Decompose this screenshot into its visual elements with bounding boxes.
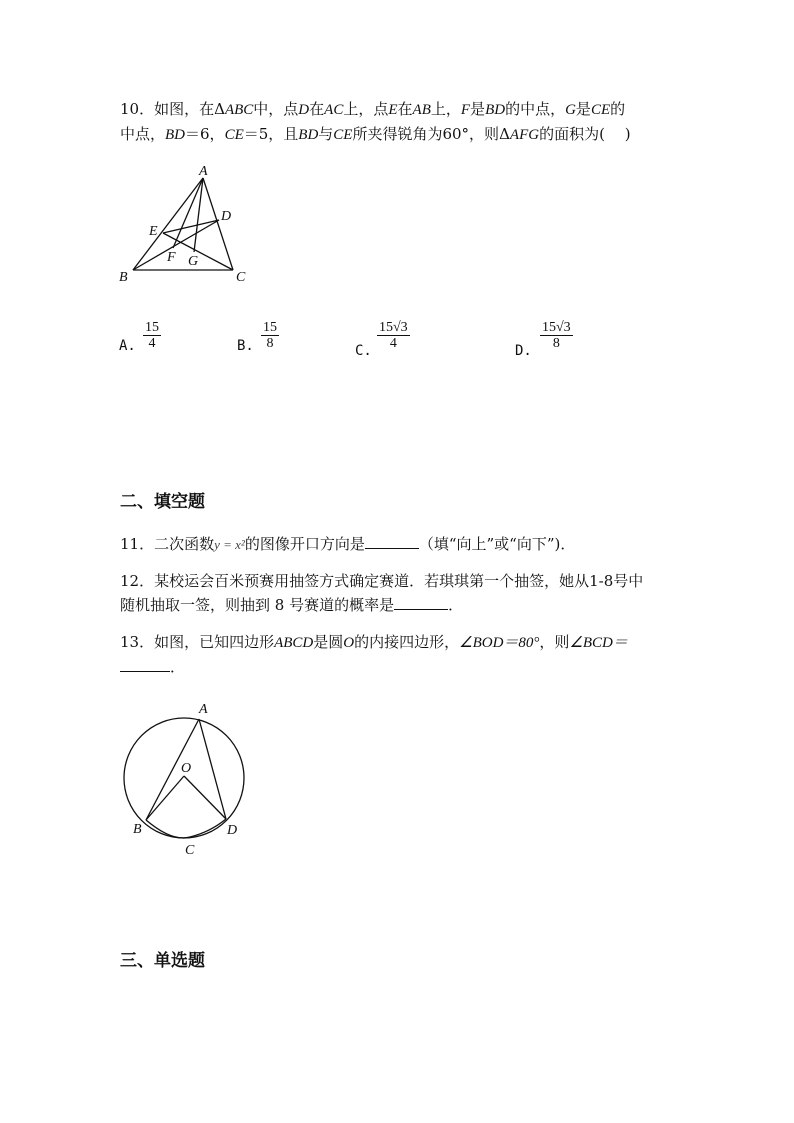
option-b-letter[interactable]: B. — [237, 338, 254, 354]
option-a-fraction[interactable]: 15 4 — [145, 320, 159, 351]
label-E: E — [149, 224, 158, 239]
circle-label-B: B — [133, 822, 142, 837]
option-a-letter[interactable]: A. — [119, 338, 136, 354]
label-C: C — [236, 270, 246, 285]
answer-blank-q11[interactable] — [365, 534, 419, 549]
q12-line2: 随机抽取一签，则抽到 8 号赛道的概率是 ． — [120, 596, 464, 614]
q13-line1: 13．如图，已知四边形ABCD是圆O的内接四边形，∠BOD＝80°，则∠BCD＝ — [120, 633, 628, 651]
circle-label-C: C — [185, 843, 195, 858]
section-heading-fill-in: 二、填空题 — [120, 492, 205, 512]
option-d-fraction[interactable]: 15√3 8 — [542, 320, 571, 351]
circle-label-A: A — [199, 702, 208, 717]
q10-line2: 中点，BD＝6，CE＝5，且BD与CE所夹得锐角为60°，则ΔAFG的面积为( ) — [120, 125, 631, 143]
section-heading-single-choice: 三、单选题 — [120, 951, 205, 971]
q12-line1: 12．某校运会百米预赛用抽签方式确定赛道．若琪琪第一个抽签，她从1-8号中 — [120, 572, 644, 590]
circle-figure — [112, 698, 262, 863]
option-c-letter[interactable]: C. — [355, 343, 372, 359]
label-A: A — [199, 164, 208, 179]
label-G: G — [188, 254, 199, 269]
q11: 11．二次函数y = x²的图像开口方向是 （填“向上”或“向下”)． — [120, 535, 576, 553]
label-F: F — [167, 250, 176, 265]
circle-label-O: O — [181, 761, 192, 776]
q10-line1: 10．如图，在ΔABC中，点D在AC上，点E在AB上，F是BD的中点，G是CE的 — [120, 100, 626, 118]
triangle-figure — [115, 162, 275, 287]
answer-blank-q13[interactable] — [120, 657, 170, 672]
label-D: D — [221, 209, 232, 224]
option-b-fraction[interactable]: 15 8 — [263, 320, 277, 351]
answer-blank-q12[interactable] — [394, 595, 448, 610]
label-B: B — [119, 270, 128, 285]
option-d-letter[interactable]: D. — [515, 343, 532, 359]
option-c-fraction[interactable]: 15√3 4 — [379, 320, 408, 351]
q13-line2: ． — [120, 656, 185, 678]
circle-label-D: D — [227, 823, 238, 838]
